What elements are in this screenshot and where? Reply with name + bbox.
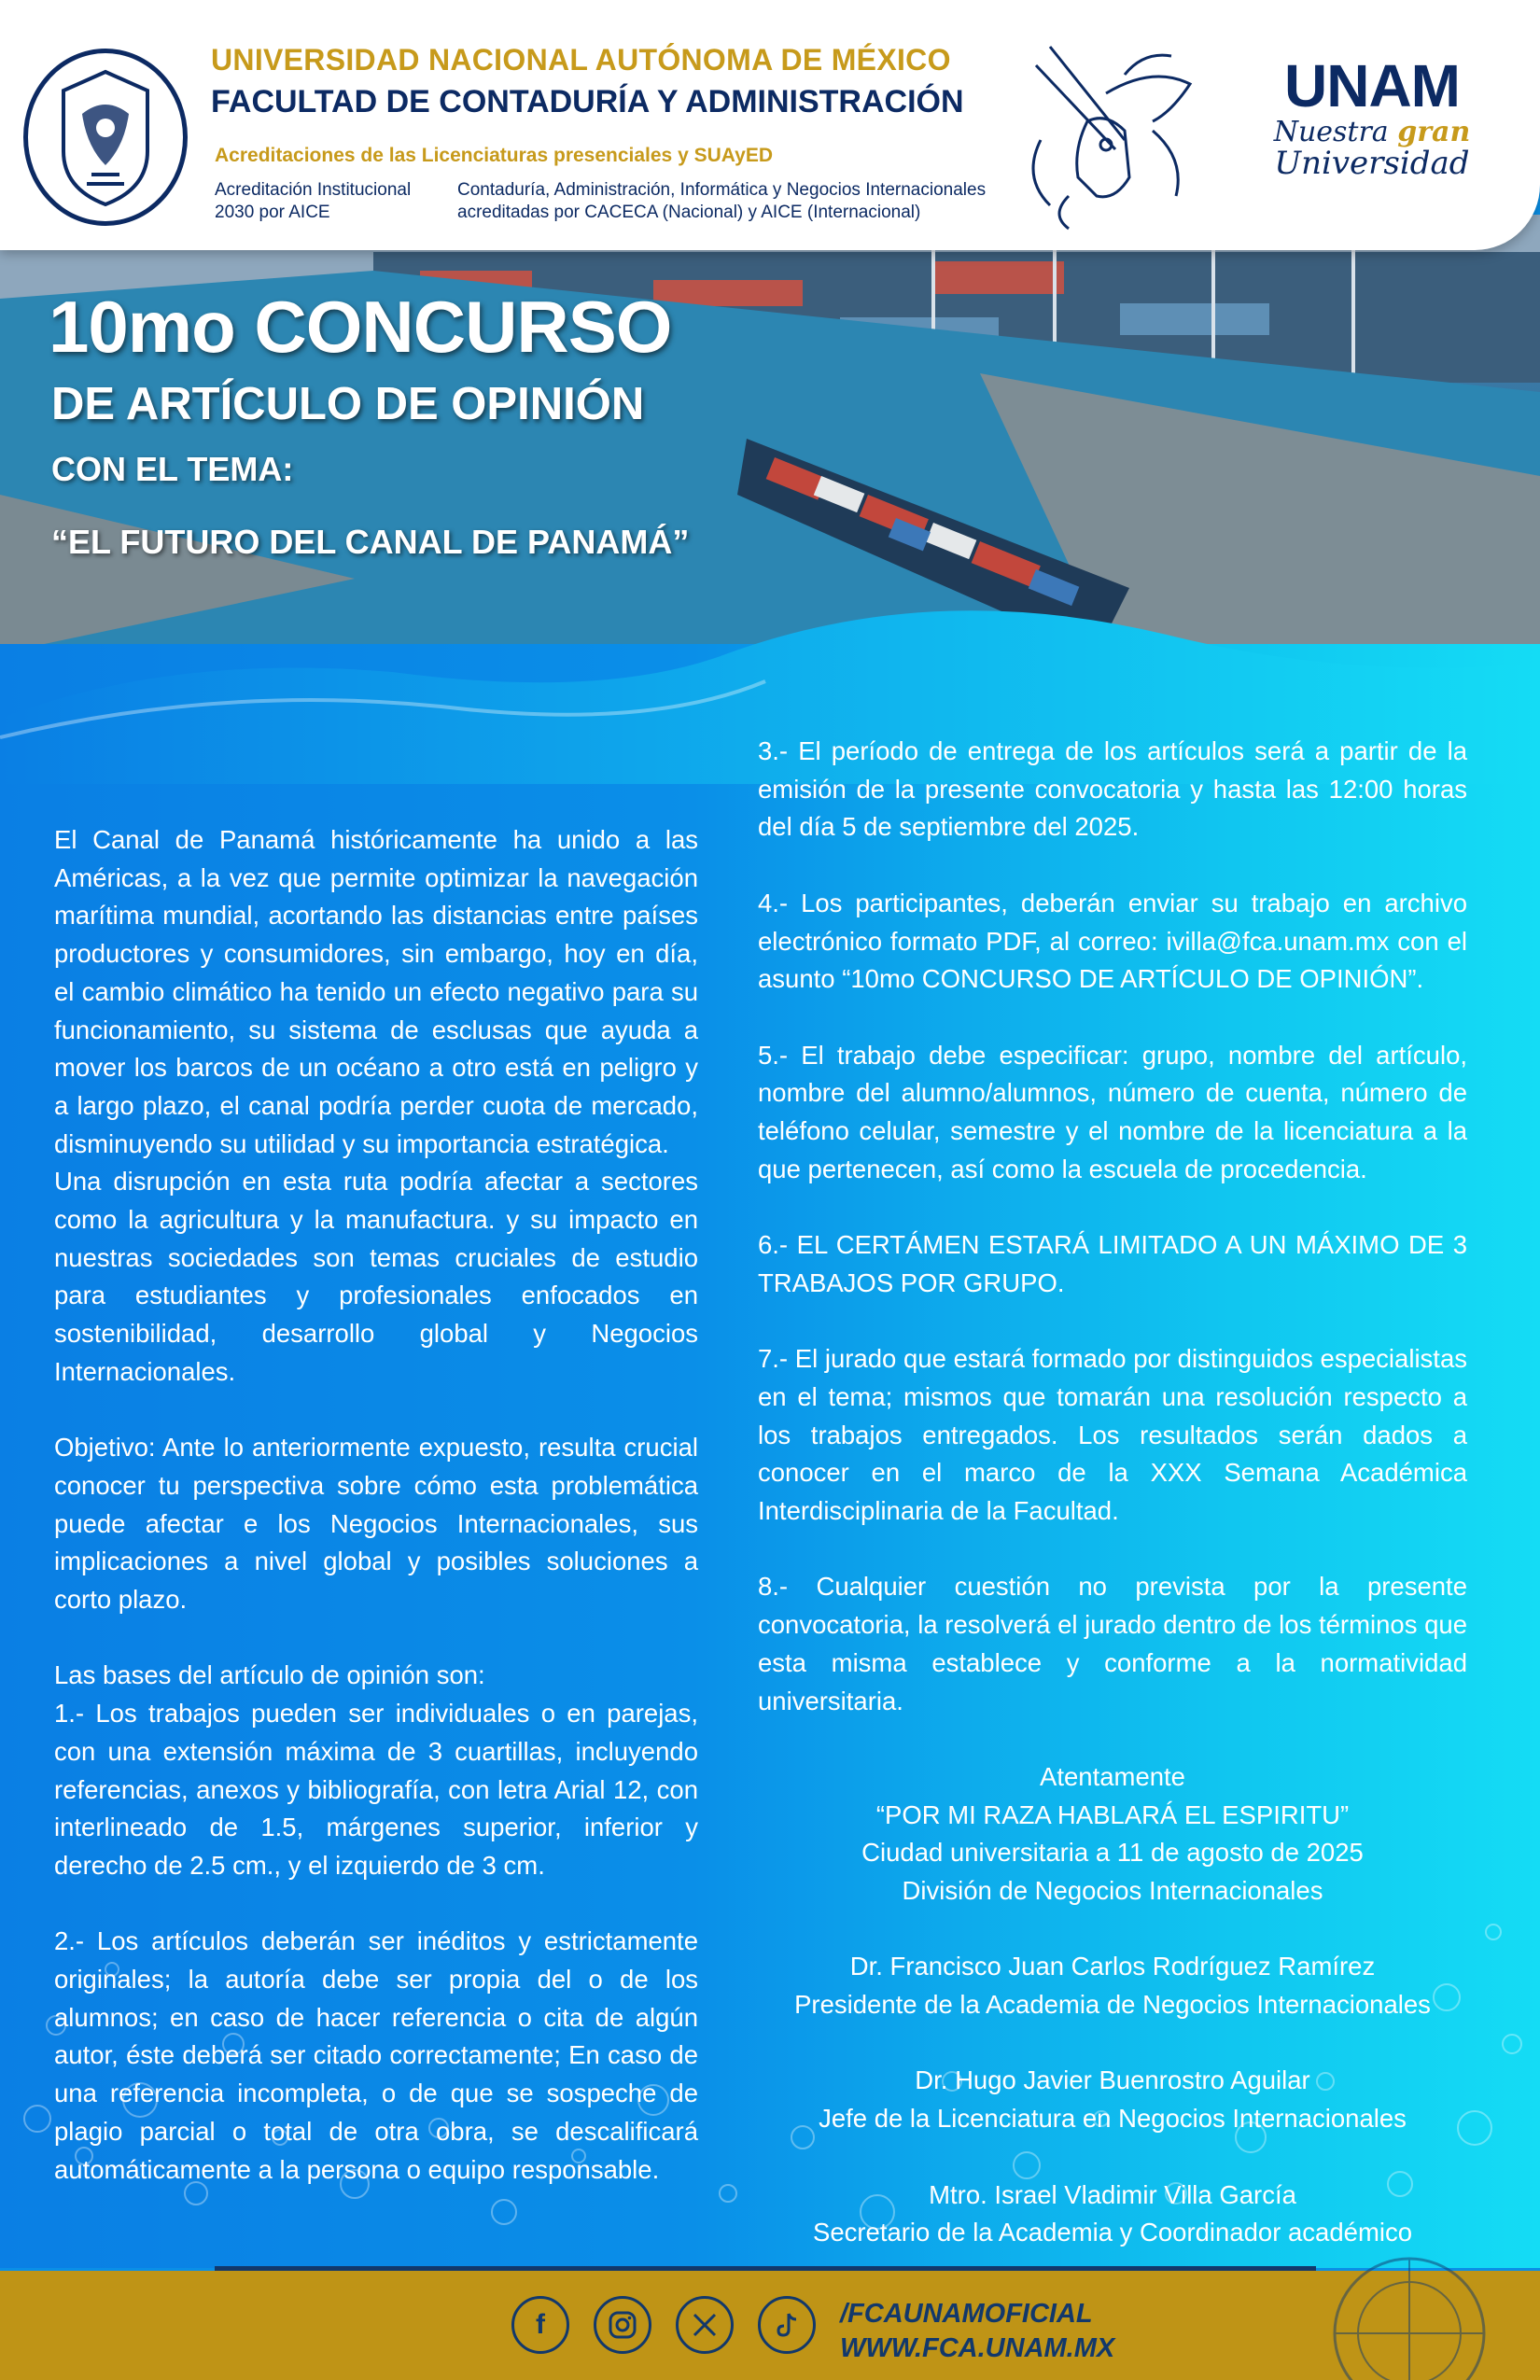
- base-2: 2.- Los artículos deberán ser inéditos y estrictamente originales; la autoría debe ser propia del o de los alumnos; en caso de hacer referencia o cita de algún autor, éste deberá ser citado correctamente; En caso de una referencia incompleta, o de que se sospeche de plagio parcial o total de otra obra, se descalificará automáticamente a la persona o equipo responsable.: [54, 1926, 698, 2184]
- contest-subtitle: DE ARTÍCULO DE OPINIÓN: [51, 379, 645, 429]
- compass-decoration: [1325, 2249, 1493, 2380]
- institutional-accreditation: Acreditación Institucional 2030 por AICE: [215, 180, 412, 222]
- facebook-icon[interactable]: f: [511, 2296, 569, 2354]
- closing-line-3: Ciudad universitaria a 11 de agosto de 2025: [861, 1838, 1364, 1868]
- closing-line-2: “POR MI RAZA HABLARÁ EL ESPIRITU”: [875, 1799, 1350, 1829]
- base-3: 3.- El período de entrega de los artículos será a partir de la emisión de la presente convocatoria y hasta las 12:00 horas del día 5 de septiembre del 2025.: [758, 736, 1467, 842]
- x-icon[interactable]: [676, 2296, 734, 2354]
- objective-paragraph: Objetivo: Ante lo anteriormente expuesto, resulta crucial conocer tu perspectiva sobre cómo esta problemática puede afectar e los Negocios Internacionales, sus implicaciones a nivel global y posibles soluciones a corto plazo.: [54, 1433, 698, 1615]
- signatory-3-name: Mtro. Israel Vladimir Villa García: [929, 2179, 1296, 2209]
- signatory-1-name: Dr. Francisco Juan Carlos Rodríguez Ramírez: [849, 1952, 1376, 1981]
- unam-wordmark: UNAM: [1284, 52, 1460, 119]
- unam-seal-logo: [23, 49, 188, 226]
- closing-line-4: División de Negocios Internacionales: [902, 1876, 1323, 1905]
- theme-title: “EL FUTURO DEL CANAL DE PANAMÁ”: [51, 523, 690, 561]
- slogan-line-2: Universidad: [1274, 145, 1470, 182]
- website-link[interactable]: WWW.FCA.UNAM.MX: [840, 2333, 1115, 2363]
- instagram-icon[interactable]: [594, 2296, 651, 2354]
- social-handle[interactable]: /FCAUNAMOFICIAL: [840, 2299, 1093, 2329]
- accreditation-title: Acreditaciones de las Licenciaturas presenciales y SUAyED: [215, 145, 773, 166]
- header: [0, 0, 1540, 250]
- base-1: 1.- Los trabajos pueden ser individuales o en parejas, con una extensión máxima de 3 cuartillas, incluyendo referencias, anexos y bibliografía, con letra Arial 12, con interlineado de 1.5, márgenes superior, inferior y derecho de 2.5 cm., y el izquierdo de 3 cm.: [54, 1699, 698, 1880]
- closing-line-1: Atentamente: [1040, 1761, 1185, 1791]
- slogan-line-1: Nuestra gran: [1273, 116, 1471, 148]
- signatory-1-role: Presidente de la Academia de Negocios Internacionales: [794, 1990, 1431, 2020]
- signatory-2-role: Jefe de la Licenciatura en Negocios Internacionales: [819, 2104, 1407, 2134]
- faculty-name: FACULTAD DE CONTADURÍA Y ADMINISTRACIÓN: [211, 84, 964, 119]
- tiktok-icon[interactable]: [758, 2296, 816, 2354]
- base-5: 5.- El trabajo debe especificar: grupo, nombre del artículo, nombre del alumno/alumnos, número de cuenta, número de teléfono celular, semestre y el nombre de la licenciatura a la que pertenecen, así como la escuela de procedencia.: [758, 1040, 1467, 1183]
- signatory-2-name: Dr. Hugo Javier Buenrostro Aguilar: [915, 2065, 1310, 2095]
- intro-paragraph-2: Una disrupción en esta ruta podría afectar a sectores como la agricultura y la manufactura. y su impacto en nuestras sociedades son temas cruciales de estudio para estudiantes y profesionales enfocados en sostenibilidad, desarrollo global y Negocios Internacionales.: [54, 1167, 698, 1386]
- base-7: 7.- El jurado que estará formado por distinguidos especialistas en el tema; mismos que tomarán una resolución respecto a los trabajos entregados. Los resultados serán dados a conocer en el marco de la XXX Semana Académica Interdisciplinaria de la Facultad.: [758, 1344, 1467, 1525]
- prehispanic-face-illustration: [1013, 37, 1199, 233]
- left-column: [54, 821, 698, 2189]
- theme-label: CON EL TEMA:: [51, 450, 294, 488]
- university-name: UNIVERSIDAD NACIONAL AUTÓNOMA DE MÉXICO: [211, 43, 951, 77]
- contest-title: 10mo CONCURSO: [49, 286, 672, 368]
- base-8: 8.- Cualquier cuestión no prevista por la presente convocatoria, la resolverá el jurado dentro de los términos que esta misma establece y conforme a la normatividad universitaria.: [758, 1572, 1467, 1715]
- signatory-3-role: Secretario de la Academia y Coordinador académico: [812, 2218, 1413, 2247]
- program-accreditation: Contaduría, Administración, Informática y Negocios Internacionales acreditadas por CACECA (Nacional) y AICE (Internacional): [457, 180, 987, 222]
- base-6: 6.- EL CERTÁMEN ESTARÁ LIMITADO A UN MÁXIMO DE 3 TRABAJOS POR GRUPO.: [758, 1230, 1467, 1297]
- unam-logo: [1269, 52, 1475, 182]
- intro-paragraph: El Canal de Panamá históricamente ha unido a las Américas, a la vez que permite optimizar la navegación marítima mundial, acortando las distancias entre países productores y consumidores, sin embargo, hoy en día, el cambio climático ha tenido un efecto negativo para su funcionamiento, su sistema de esclusas que ayuda a mover los barcos de un océano a otro está en peligro y a largo plazo, el canal podría perder cuota de mercado, disminuyendo su utilidad y su importancia estratégica.: [54, 825, 698, 1158]
- right-column: [758, 733, 1467, 2252]
- bases-title: Las bases del artículo de opinión son:: [54, 1660, 485, 1690]
- base-4: 4.- Los participantes, deberán enviar su trabajo en archivo electrónico formato PDF, al correo: ivilla@fca.unam.mx con el asunto “10mo CONCURSO DE ARTÍCULO DE OPINIÓN”.: [758, 888, 1467, 994]
